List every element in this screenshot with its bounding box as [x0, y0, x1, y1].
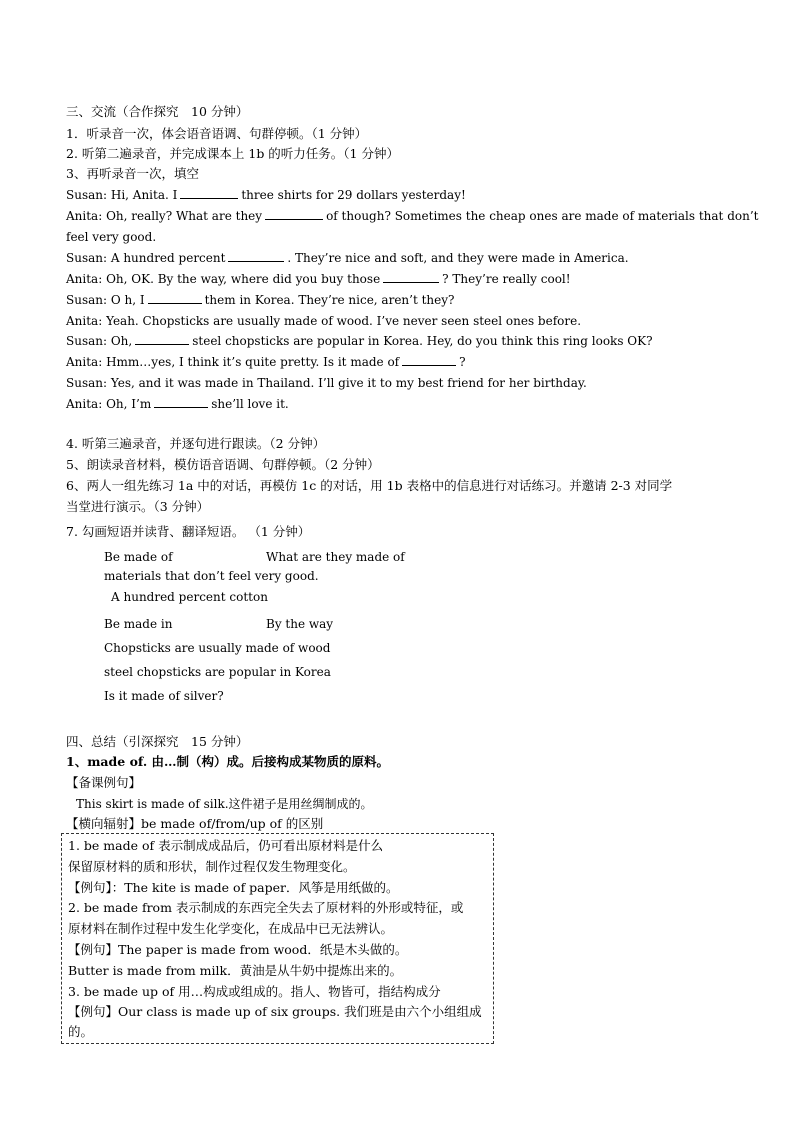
box-line-6: 【例句】The paper is made from wood．纸是木头做的。	[68, 942, 408, 957]
phrase-materials: materials that don’t feel very good.	[104, 569, 319, 583]
dialog-line-9: Susan: Yes, and it was made in Thailand. I’ll give it to my best friend for her birthday.	[66, 376, 587, 390]
dialog-line-7: Susan: Oh, steel chopsticks are popular in Korea. Hey, do you think this ring looks OK?	[66, 334, 653, 348]
dialog-line-1: Susan: Hi, Anita. I three shirts for 29 dollars yesterday!	[66, 188, 466, 202]
box-line-5: 原材料在制作过程中发生化学变化，在成品中已无法辨认。	[68, 921, 394, 936]
box-line-9: 【例句】Our class is made up of six groups. 我们班是由六个小组组成	[68, 1004, 482, 1019]
box-line-4: 2. be made from 表示制成的东西完全失去了原材料的外形或特征，或	[68, 900, 464, 915]
step-1: 1．听录音一次，体会语音语调、句群停顿。（1 分钟）	[66, 126, 368, 141]
example-tag: 【备课例句】	[66, 775, 142, 790]
phrase-by-the-way: By the way	[266, 617, 334, 631]
dialog-line-10: Anita: Oh, I’m she’ll love it.	[66, 397, 289, 411]
dialog-line-2-cont: feel very good.	[66, 230, 157, 244]
blank-2[interactable]	[265, 208, 323, 220]
box-line-2: 保留原材料的质和形状，制作过程仅发生物理变化。	[68, 859, 356, 874]
radiate-heading: 【横向辐射】be made of/from/up of 的区别	[66, 816, 324, 831]
blank-3[interactable]	[228, 250, 284, 262]
box-line-1: 1. be made of 表示制成成品后，仍可看出原材料是什么	[68, 838, 384, 853]
blank-7[interactable]	[402, 354, 456, 366]
box-line-10: 的。	[68, 1024, 94, 1039]
blank-1[interactable]	[180, 187, 238, 199]
dialog-line-3: Susan: A hundred percent . They’re nice and soft, and they were made in America.	[66, 251, 629, 265]
dialog-line-8: Anita: Hmm…yes, I think it’s quite pretty. Is it made of ?	[66, 355, 466, 369]
dialog-line-5: Susan: O h, I them in Korea. They’re nice, aren’t they?	[66, 293, 455, 307]
step-5: 5、朗读录音材料，模仿语音语调、句群停顿。（2 分钟）	[66, 457, 380, 472]
step-2: 2. 听第二遍录音，并完成课本上 1b 的听力任务。（1 分钟）	[66, 146, 399, 161]
box-line-7: Butter is made from milk．黄油是从牛奶中提炼出来的。	[68, 963, 403, 978]
dialog-line-4: Anita: Oh, OK. By the way, where did you buy those ? They’re really cool!	[66, 272, 571, 286]
step-3: 3、再听录音一次，填空	[66, 166, 199, 181]
blank-6[interactable]	[135, 333, 189, 345]
section4-heading: 四、总结（引深探究 15 分钟）	[66, 734, 249, 749]
box-line-8: 3. be made up of 用…构成或组成的。指人、物皆可，指结构成分	[68, 984, 441, 999]
dialog-line-2: Anita: Oh, really? What are they of though? Sometimes the cheap ones are made of materials that don’t	[66, 209, 759, 223]
dialog-line-6: Anita: Yeah. Chopsticks are usually made of wood. I’ve never seen steel ones before.	[66, 314, 582, 328]
box-line-3: 【例句】：The kite is made of paper．风筝是用纸做的。	[68, 880, 399, 895]
point-1-made-of: 1、made of. 由…制（构）成。后接构成某物质的原料。	[66, 754, 390, 769]
phrase-hundred-percent: A hundred percent cotton	[111, 590, 268, 604]
phrase-made-of-silver: Is it made of silver?	[104, 689, 224, 703]
step-6: 6、两人一组先练习 1a 中的对话，再模仿 1c 的对话，用 1b 表格中的信息进行对话练习。并邀请 2-3 对同学	[66, 478, 673, 493]
blank-5[interactable]	[148, 292, 202, 304]
phrase-be-made-of: Be made of	[104, 550, 173, 564]
phrase-steel-chopsticks: steel chopsticks are popular in Korea	[104, 665, 331, 679]
blank-4[interactable]	[383, 271, 439, 283]
phrase-chopsticks-wood: Chopsticks are usually made of wood	[104, 641, 331, 655]
example-sentence: This skirt is made of silk.这件裙子是用丝绸制成的。	[76, 797, 373, 811]
blank-8[interactable]	[154, 396, 208, 408]
section3-heading: 三、交流（合作探究 10 分钟）	[66, 104, 249, 119]
phrase-what-made-of: What are they made of	[266, 550, 405, 564]
step-6-cont: 当堂进行演示。（3 分钟）	[66, 499, 210, 514]
phrase-be-made-in: Be made in	[104, 617, 173, 631]
step-4: 4. 听第三遍录音，并逐句进行跟读。（2 分钟）	[66, 436, 326, 451]
step-7: 7. 勾画短语并读背、翻译短语。 （1 分钟）	[66, 524, 311, 539]
